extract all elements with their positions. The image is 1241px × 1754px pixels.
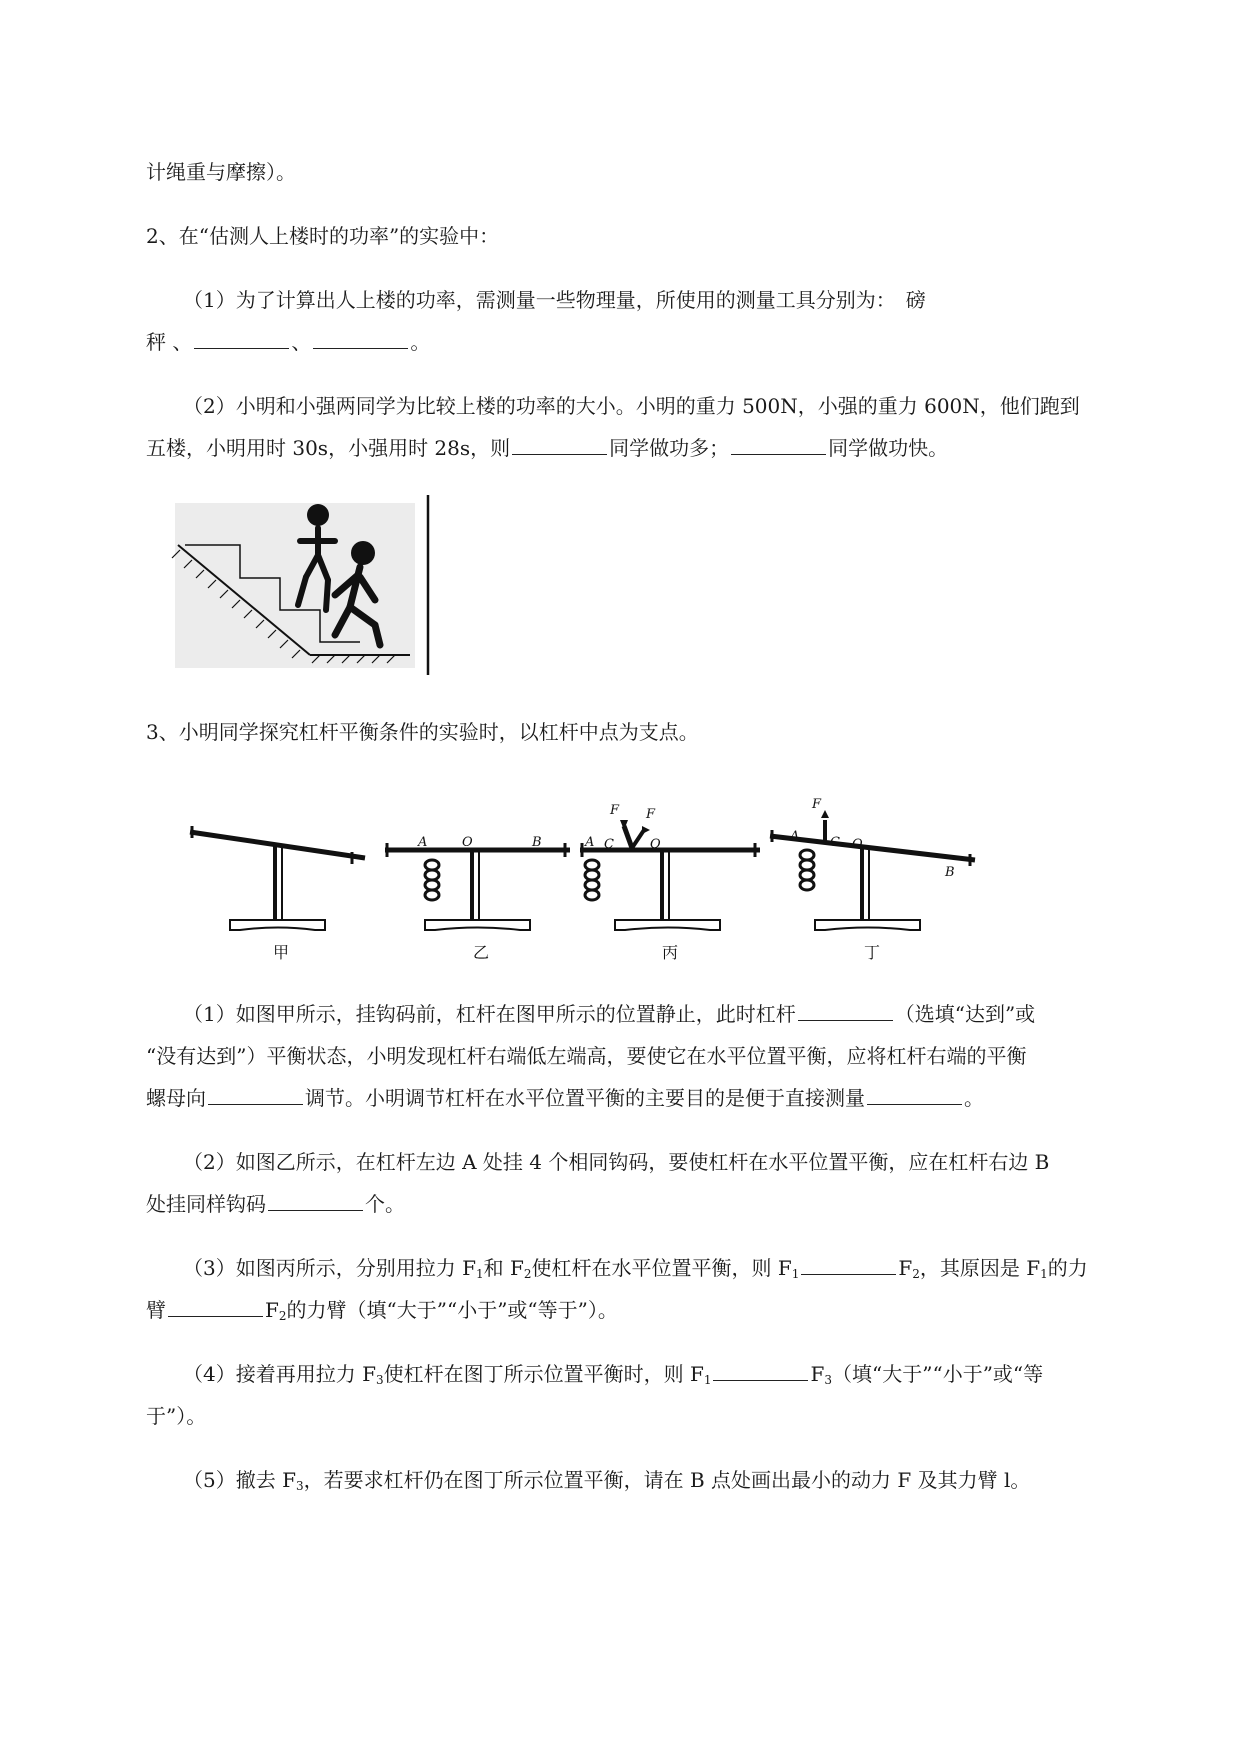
lever-jia — [190, 826, 365, 930]
answer-blank[interactable] — [801, 1254, 896, 1275]
label-F1: F — [610, 803, 620, 818]
subscript: 1 — [703, 1373, 712, 1387]
text: 个。 — [365, 1192, 405, 1216]
text: 计绳重与摩擦）。 — [146, 160, 296, 184]
label-O: O — [462, 835, 473, 850]
label-F2: F — [646, 807, 656, 822]
q3-part4-line1 — [183, 1360, 1043, 1394]
text: 秤 、 — [146, 330, 193, 354]
label-O: O — [852, 837, 863, 852]
q3-part3-line1 — [183, 1254, 1088, 1288]
text: （1）为了计算出人上楼的功率，需测量一些物理量，所使用的测量工具分别为： 磅 — [183, 288, 926, 312]
subscript: 2 — [278, 1309, 287, 1323]
text: （3）如图丙所示，分别用拉力 F — [183, 1256, 476, 1280]
subscript: 2 — [523, 1267, 532, 1281]
answer-blank[interactable] — [713, 1360, 808, 1381]
lever-ding — [770, 797, 975, 930]
text: 。 — [410, 330, 431, 354]
label-O: O — [650, 837, 661, 852]
subscript: 1 — [475, 1267, 484, 1281]
text: F — [810, 1362, 825, 1386]
answer-blank[interactable] — [867, 1084, 962, 1105]
q3-part2-line2 — [146, 1190, 405, 1218]
text: 和 F — [483, 1256, 524, 1280]
text-line — [146, 158, 296, 186]
text: 调节。小明调节杠杆在水平位置平衡的主要目的是便于直接测量 — [305, 1086, 865, 1110]
subscript: 3 — [375, 1373, 384, 1387]
label-A: A — [585, 835, 595, 850]
text: F — [265, 1298, 279, 1322]
text: 同学做功快。 — [828, 436, 949, 460]
q3-part1-line3 — [146, 1084, 984, 1112]
label-B: B — [945, 865, 955, 880]
question-3-title — [146, 718, 699, 746]
text: ，若要求杠杆仍在图丁所示位置平衡，请在 B 点处画出最小的动力 F 及其力臂 l。 — [303, 1468, 1031, 1492]
text: 的力臂（填“大于”“小于”或“等于”）。 — [286, 1298, 618, 1322]
answer-blank[interactable] — [512, 434, 607, 455]
text: “没有达到”）平衡状态，小明发现杠杆右端低左端高，要使它在水平位置平衡，应将杠杆右端的平衡 — [146, 1044, 1027, 1068]
caption-ding: 丁 — [864, 943, 881, 960]
label-A: A — [790, 829, 800, 844]
text: 处挂同样钩码 — [146, 1192, 266, 1216]
text: 于”）。 — [146, 1404, 207, 1428]
q3-part5-line1 — [183, 1466, 1030, 1500]
answer-blank[interactable] — [798, 1000, 893, 1021]
text: （2）小明和小强两同学为比较上楼的功率的大小。小明的重力 500N，小强的重力 600N，他们跑到 — [183, 394, 1080, 418]
text: 螺母向 — [146, 1086, 206, 1110]
label-A: A — [418, 835, 428, 850]
text: （填“大于”“小于”或“等 — [832, 1362, 1044, 1386]
text: 、 — [291, 330, 312, 354]
text: 的力 — [1047, 1256, 1088, 1280]
q2-part2-line1 — [183, 392, 1080, 420]
q2-part1-line1 — [183, 286, 926, 314]
lever-bing — [580, 803, 760, 930]
answer-blank[interactable] — [313, 328, 408, 349]
text: 。 — [964, 1086, 984, 1110]
q3-part1-line2 — [146, 1042, 1026, 1070]
text: 五楼，小明用时 30s，小强用时 28s，则 — [146, 436, 511, 460]
q3-part2-line1 — [183, 1148, 1049, 1176]
text: （选填“达到”或 — [894, 1002, 1036, 1026]
stair-climbing-figure — [170, 495, 440, 675]
subscript: 3 — [295, 1479, 304, 1493]
text: F — [898, 1256, 913, 1280]
answer-blank[interactable] — [208, 1084, 303, 1105]
label-B: B — [532, 835, 542, 850]
subscript: 2 — [912, 1267, 920, 1281]
q2-part2-line2 — [146, 434, 948, 462]
answer-blank[interactable] — [268, 1190, 363, 1211]
answer-blank[interactable] — [168, 1296, 263, 1317]
lever-yi — [385, 835, 570, 930]
subscript: 3 — [824, 1373, 833, 1387]
q3-part4-line2 — [146, 1402, 206, 1430]
text: （4）接着再用拉力 F — [183, 1362, 376, 1386]
answer-blank[interactable] — [194, 328, 289, 349]
text: 3、小明同学探究杠杆平衡条件的实验时，以杠杆中点为支点。 — [146, 720, 699, 744]
text: （1）如图甲所示，挂钩码前，杠杆在图甲所示的位置静止，此时杠杆 — [183, 1002, 796, 1026]
label-F3: F — [812, 797, 822, 812]
label-C: C — [604, 837, 614, 852]
text: 2、在“估测人上楼时的功率”的实验中： — [146, 224, 500, 248]
q3-part1-line1 — [183, 1000, 1035, 1028]
text: （5）撤去 F — [183, 1468, 296, 1492]
text: 使杠杆在水平位置平衡，则 F — [531, 1256, 792, 1280]
q2-part1-line2 — [146, 328, 430, 356]
subscript: 1 — [1040, 1267, 1048, 1281]
q3-part3-line2 — [146, 1296, 618, 1330]
lever-experiment-figures — [180, 790, 1000, 960]
caption-yi: 乙 — [473, 943, 490, 960]
question-2-title — [146, 222, 499, 250]
subscript: 1 — [791, 1267, 800, 1281]
text: 臂 — [146, 1298, 166, 1322]
answer-blank[interactable] — [731, 434, 826, 455]
caption-jia: 甲 — [273, 943, 290, 960]
caption-bing: 丙 — [662, 943, 679, 960]
text: 同学做功多； — [609, 436, 730, 460]
text: ，其原因是 F — [919, 1256, 1041, 1280]
text: （2）如图乙所示，在杠杆左边 A 处挂 4 个相同钩码，要使杠杆在水平位置平衡，应在杠杆右边 B — [183, 1150, 1050, 1174]
label-C: C — [830, 835, 840, 850]
text: 使杠杆在图丁所示位置平衡时，则 F — [383, 1362, 704, 1386]
